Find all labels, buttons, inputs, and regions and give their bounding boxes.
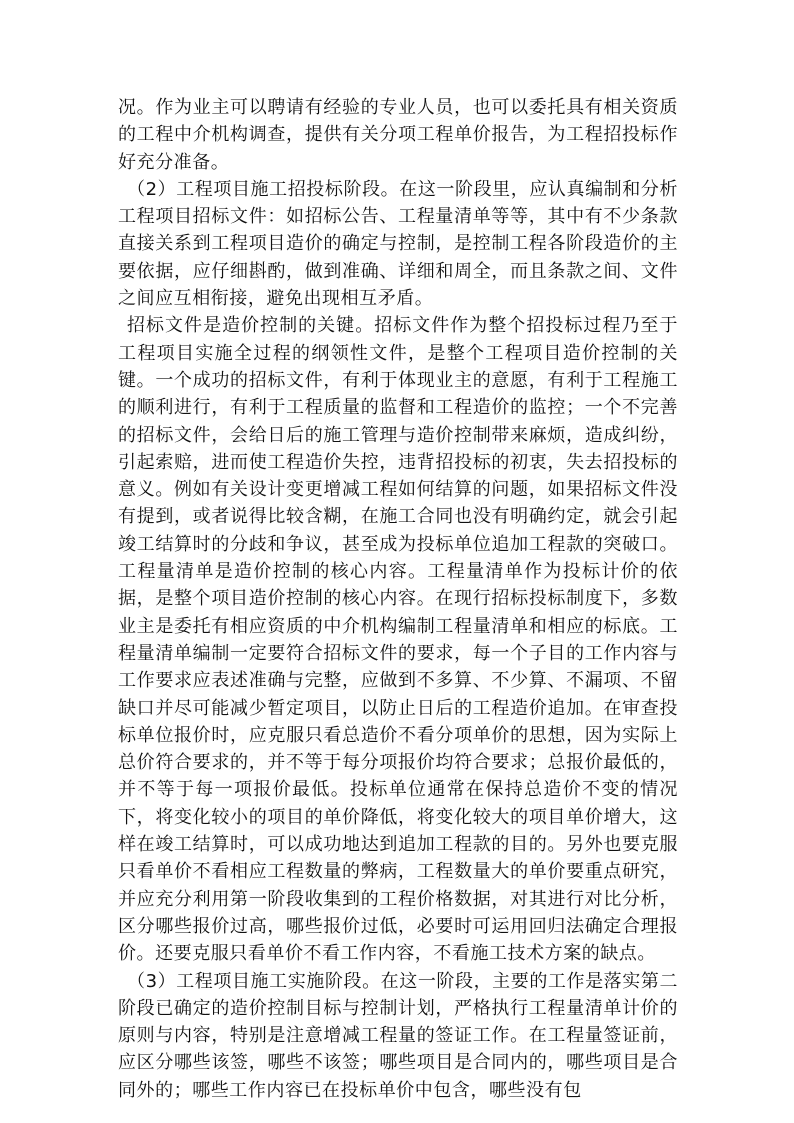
document-page — [118, 94, 678, 1104]
paragraph-implementation-stage: （3）工程项目施工实施阶段。在这一阶段，主要的工作是落实第二阶段已确定的造价控制目标与控制计划，严格执行工程量清单计价的原则与内容，特别是注意增减工程量的签证工作。在工程量签证前，应区分哪些该签，哪些不该签；哪些项目是合同内的，哪些项目是合同外的；哪些工作内容已在投标单价中包含，哪些没有包 — [118, 970, 678, 1101]
paragraph-bidding-stage: （2）工程项目施工招投标阶段。在这一阶段里，应认真编制和分析工程项目招标文件：如招标公告、工程量清单等等，其中有不少条款直接关系到工程项目造价的确定与控制，是控制工程各阶段造价的主要依据，应仔细斟酌，做到准确、详细和周全，而且条款之间、文件之间应互相衔接，避免出现相互矛盾。 — [118, 178, 678, 310]
paragraph-bidding-documents: 招标文件是造价控制的关键。招标文件作为整个招投标过程乃至于工程项目实施全过程的纲领性文件，是整个工程项目造价控制的关键。一个成功的招标文件，有利于体现业主的意愿，有利于工程施工的顺利进行，有利于工程质量的监督和工程造价的监控；一个不完善的招标文件，会给日后的施工管理与造价控制带来麻烦，造成纠纷，引起索赔，进而使工程造价失控，违背招投标的初衷，失去招投标的意义。例如有关设计变更增减工程如何结算的问题，如果招标文件没有提到，或者说得比较含糊，在施工合同也没有明确约定，就会引起竣工结算时的分歧和争议，甚至成为投标单位追加工程款的突破口。工程量清单是造价控制的核心内容。工程量清单作为投标计价的依据，是整个项目造价控制的核心内容。在现行招标投标制度下，多数业主是委托有相应资质的中介机构编制工程量清单和相应的标底。工程量清单编制一定要符合招标文件的要求，每一个子目的工作内容与工作要求应表述准确与完整，应做到不多算、不少算、不漏项、不留缺口并尽可能减少暂定项目，以防止日后的工程造价追加。在审查投标单位报价时，应克服只看总造价不看分项单价的思想，因为实际上总价符合要求的，并不等于每分项报价均符合要求；总报价最低的，并不等于每一项报价最低。投标单位通常在保持总造价不变的情况下，将变化较小的项目的单价降低，将变化较大的项目单价增大，这样在竣工结算时，可以成功地达到追加工程款的目的。另外也要克服只看单价不看相应工程数量的弊病，工程数量大的单价要重点研究，并应充分利用第一阶段收集到的工程价格数据，对其进行对比分析，区分哪些报价过高，哪些报价过低，必要时可运用回归法确定合理报价。还要克服只看单价不看工作内容，不看施工技术方案的缺点。 — [118, 315, 678, 965]
paragraph-continuation: 况。作为业主可以聘请有经验的专业人员，也可以委托具有相关资质的工程中介机构调查，提供有关分项工程单价报告，为工程招投标作好充分准备。 — [118, 97, 678, 173]
